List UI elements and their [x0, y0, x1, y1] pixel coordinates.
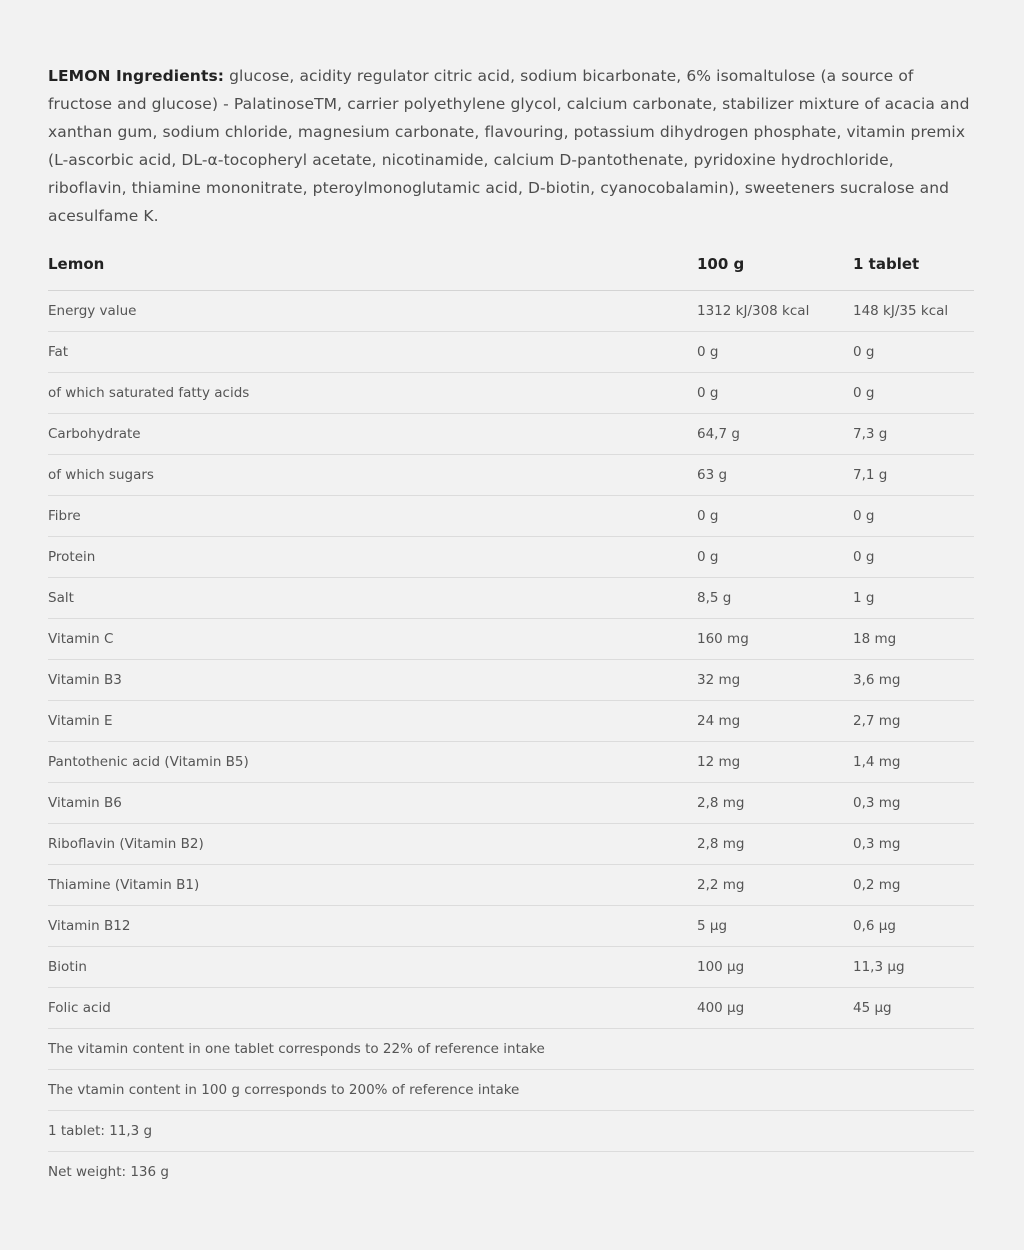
value-per-100g: 32 mg	[697, 660, 853, 701]
value-per-100g: 0 g	[697, 496, 853, 537]
value-per-tablet: 0,3 mg	[853, 783, 974, 824]
nutrient-name: Vitamin B3	[48, 660, 697, 701]
nutrient-name: Vitamin B12	[48, 906, 697, 947]
nutrient-name: The vtamin content in 100 g corresponds to 200% of reference intake	[48, 1070, 697, 1111]
table-row	[48, 578, 974, 619]
value-per-100g: 63 g	[697, 455, 853, 496]
table-row	[48, 1029, 974, 1070]
table-row	[48, 496, 974, 537]
value-per-tablet: 0,2 mg	[853, 865, 974, 906]
value-per-tablet	[853, 1070, 974, 1111]
value-per-tablet: 1,4 mg	[853, 742, 974, 783]
nutrient-name: Protein	[48, 537, 697, 578]
value-per-tablet: 3,6 mg	[853, 660, 974, 701]
value-per-100g: 2,8 mg	[697, 824, 853, 865]
value-per-100g: 64,7 g	[697, 414, 853, 455]
nutrient-name: Carbohydrate	[48, 414, 697, 455]
nutrient-name: Vitamin B6	[48, 783, 697, 824]
ingredients-text: glucose, acidity regulator citric acid, sodium bicarbonate, 6% isomaltulose (a source of fructose and glucose) - PalatinoseTM, carrier polyethylene glycol, calcium carbonate, stabilizer mixture of acacia and xanthan gum, sodium chloride, magnesium carbonate, flavouring, potassium dihydrogen phosphate, vitamin premix (L-ascorbic acid, DL-α-tocopheryl acetate, nicotinamide, calcium D-pantothenate, pyridoxine hydrochloride, riboflavin, thiamine mononitrate, pteroylmonoglutamic acid, D-biotin, cyanocobalamin), sweeteners sucralose and acesulfame K.	[48, 67, 970, 225]
nutrient-name: Fibre	[48, 496, 697, 537]
ingredients-label: LEMON Ingredients:	[48, 67, 225, 85]
table-row	[48, 1152, 974, 1193]
table-row	[48, 865, 974, 906]
table-row	[48, 537, 974, 578]
value-per-tablet: 0 g	[853, 373, 974, 414]
nutrient-name: Folic acid	[48, 988, 697, 1029]
table-row	[48, 742, 974, 783]
nutrition-table	[48, 238, 974, 1192]
column-header-per-tablet: 1 tablet	[853, 238, 974, 291]
value-per-100g: 400 µg	[697, 988, 853, 1029]
table-row	[48, 988, 974, 1029]
nutrition-table-body	[48, 291, 974, 1193]
table-row	[48, 414, 974, 455]
ingredients-paragraph	[48, 62, 974, 230]
table-row	[48, 1070, 974, 1111]
product-info	[48, 62, 974, 1192]
value-per-100g: 5 µg	[697, 906, 853, 947]
column-header-name: Lemon	[48, 238, 697, 291]
value-per-100g	[697, 1111, 853, 1152]
value-per-tablet: 148 kJ/35 kcal	[853, 291, 974, 332]
value-per-tablet: 2,7 mg	[853, 701, 974, 742]
value-per-100g	[697, 1029, 853, 1070]
nutrient-name: Net weight: 136 g	[48, 1164, 169, 1180]
value-per-100g: 2,2 mg	[697, 865, 853, 906]
value-per-100g: 100 µg	[697, 947, 853, 988]
value-per-tablet: 0,6 µg	[853, 906, 974, 947]
nutrient-name: Energy value	[48, 291, 697, 332]
value-per-tablet: 7,3 g	[853, 414, 974, 455]
table-row	[48, 660, 974, 701]
table-row	[48, 619, 974, 660]
value-per-100g: 12 mg	[697, 742, 853, 783]
table-row	[48, 906, 974, 947]
value-per-100g	[697, 1152, 853, 1193]
value-per-100g: 160 mg	[697, 619, 853, 660]
table-row	[48, 332, 974, 373]
nutrient-name: Riboflavin (Vitamin B2)	[48, 824, 697, 865]
nutrient-name: Vitamin C	[48, 619, 697, 660]
nutrient-name: Pantothenic acid (Vitamin B5)	[48, 742, 697, 783]
nutrient-name: The vitamin content in one tablet corresponds to 22% of reference intake	[48, 1029, 697, 1070]
value-per-tablet: 0,3 mg	[853, 824, 974, 865]
header-row	[48, 238, 974, 291]
value-per-100g: 0 g	[697, 537, 853, 578]
table-row	[48, 455, 974, 496]
nutrient-name: Vitamin E	[48, 701, 697, 742]
nutrient-name: Salt	[48, 578, 697, 619]
value-per-tablet: 0 g	[853, 496, 974, 537]
value-per-tablet: 1 g	[853, 578, 974, 619]
value-per-100g: 8,5 g	[697, 578, 853, 619]
nutrient-name: Biotin	[48, 947, 697, 988]
nutrient-name: of which saturated fatty acids	[48, 373, 697, 414]
table-row	[48, 947, 974, 988]
value-per-tablet: 11,3 µg	[853, 947, 974, 988]
value-per-100g: 1312 kJ/308 kcal	[697, 291, 853, 332]
value-per-tablet: 45 µg	[853, 988, 974, 1029]
value-per-tablet: 18 mg	[853, 619, 974, 660]
value-per-tablet	[853, 1029, 974, 1070]
nutrition-table-header	[48, 238, 974, 291]
value-per-100g: 24 mg	[697, 701, 853, 742]
nutrient-name: 1 tablet: 11,3 g	[48, 1111, 697, 1152]
value-per-100g	[697, 1070, 853, 1111]
nutrient-name: Thiamine (Vitamin B1)	[48, 865, 697, 906]
table-row	[48, 1111, 974, 1152]
value-per-100g: 0 g	[697, 373, 853, 414]
table-row	[48, 373, 974, 414]
column-header-per-100g: 100 g	[697, 238, 853, 291]
value-per-tablet: 0 g	[853, 537, 974, 578]
value-per-100g: 0 g	[697, 332, 853, 373]
nutrient-name: of which sugars	[48, 455, 697, 496]
table-row	[48, 783, 974, 824]
table-row	[48, 701, 974, 742]
value-per-tablet: 7,1 g	[853, 455, 974, 496]
value-per-100g: 2,8 mg	[697, 783, 853, 824]
table-row	[48, 824, 974, 865]
value-per-tablet	[853, 1152, 974, 1193]
nutrient-name: Fat	[48, 332, 697, 373]
value-per-tablet	[853, 1111, 974, 1152]
value-per-tablet: 0 g	[853, 332, 974, 373]
table-row	[48, 291, 974, 332]
